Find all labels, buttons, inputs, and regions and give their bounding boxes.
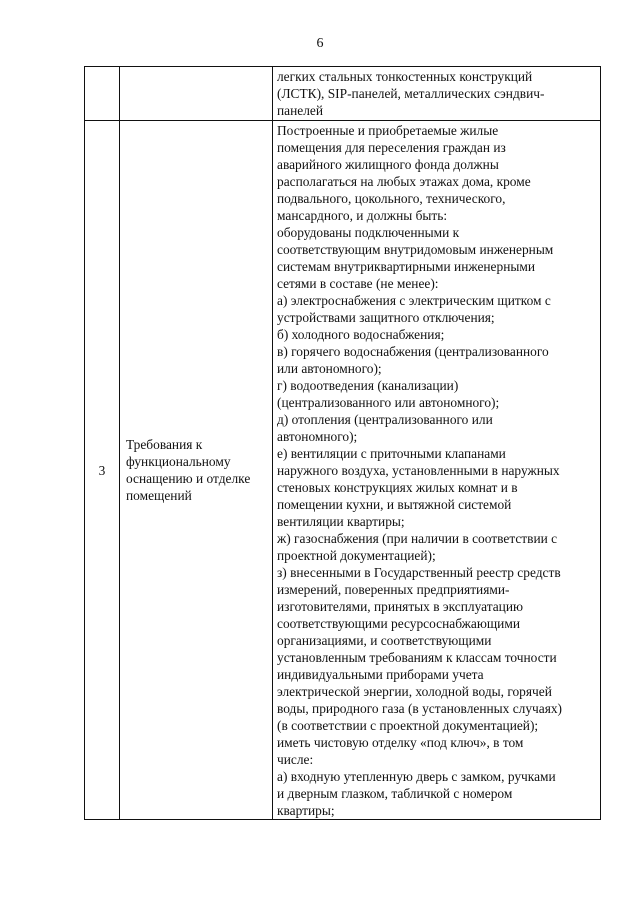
description-line: з) внесенными в Государственный реестр средств (277, 565, 561, 580)
description-line: ж) газоснабжения (при наличии в соответствии с (277, 531, 558, 546)
row-description-cell (273, 67, 601, 121)
description-line: располагаться на любых этажах дома, кроме (277, 174, 531, 189)
description-line: а) электроснабжения с электрическим щитком с (277, 293, 551, 308)
description-line: наружного воздуха, установленными в наружных (277, 463, 560, 478)
description-line: проектной документацией); (277, 548, 436, 563)
description-line: изготовителями, принятых в эксплуатацию (277, 599, 523, 614)
description-line: помещении кухни, и вытяжной системой (277, 497, 512, 512)
description-line: в) горячего водоснабжения (централизованного (277, 344, 549, 359)
description-line: соответствующим внутридомовым инженерным (277, 242, 554, 257)
description-line: воды, природного газа (в установленных случаях) (277, 701, 563, 716)
description-line: подвального, цокольного, технического, (277, 191, 506, 206)
description-line: а) входную утепленную дверь с замком, ручками (277, 769, 556, 784)
table-row-3 (85, 121, 601, 820)
description-line: квартиры; (277, 803, 335, 818)
description-line: соответствующими ресурсоснабжающими (277, 616, 520, 631)
description-line: устройствами защитного отключения; (277, 310, 495, 325)
description-line: электрической энергии, холодной воды, горячей (277, 684, 552, 699)
description-line: иметь чистовую отделку «под ключ», в том (277, 735, 524, 750)
description-line: е) вентиляции с приточными клапанами (277, 446, 506, 461)
row-number-cell: 3 (85, 121, 120, 820)
description-line: автономного); (277, 429, 358, 444)
table-row-continuation (85, 67, 601, 121)
description-line: измерений, поверенных предприятиями- (277, 582, 510, 597)
description-line: Построенные и приобретаемые жилые (277, 123, 499, 138)
row-name-cell (120, 121, 273, 820)
description-line: помещения для переселения граждан из (277, 140, 506, 155)
description-line: (в соответствии с проектной документацией); (277, 718, 539, 733)
description-line: аварийного жилищного фонда должны (277, 157, 499, 172)
description-line: сетями в составе (не менее): (277, 276, 439, 291)
description-line: оборудованы подключенными к (277, 225, 460, 240)
description-line: или автономного); (277, 361, 382, 376)
description-line: г) водоотведения (канализации) (277, 378, 459, 393)
description-line: вентиляции квартиры; (277, 514, 405, 529)
requirements-table (84, 66, 601, 820)
description-line: (централизованного или автономного); (277, 395, 500, 410)
description-line: мансардного, и должны быть: (277, 208, 448, 223)
description-line: легких стальных тонкостенных конструкций (277, 69, 533, 84)
name-line: функциональному (126, 454, 231, 469)
description-line: числе: (277, 752, 314, 767)
name-line: помещений (126, 488, 192, 503)
description-line: панелей (277, 103, 324, 118)
name-line: оснащению и отделке (126, 471, 251, 486)
row-name-cell (120, 67, 273, 121)
description-line: и дверным глазком, табличкой с номером (277, 786, 513, 801)
name-line: Требования к (126, 437, 203, 452)
row-description-cell (273, 121, 601, 820)
row-number-cell (85, 67, 120, 121)
description-line: д) отопления (централизованного или (277, 412, 493, 427)
page-number: 6 (316, 36, 324, 51)
description-line: стеновых конструкциях жилых комнат и в (277, 480, 518, 495)
description-line: (ЛСТК), SIP-панелей, металлических сэндвич- (277, 86, 545, 101)
description-line: организациями, и соответствующими (277, 633, 492, 648)
description-line: индивидуальными приборами учета (277, 667, 484, 682)
description-line: установленным требованиям к классам точности (277, 650, 557, 665)
description-line: б) холодного водоснабжения; (277, 327, 445, 342)
description-line: системам внутриквартирными инженерными (277, 259, 535, 274)
